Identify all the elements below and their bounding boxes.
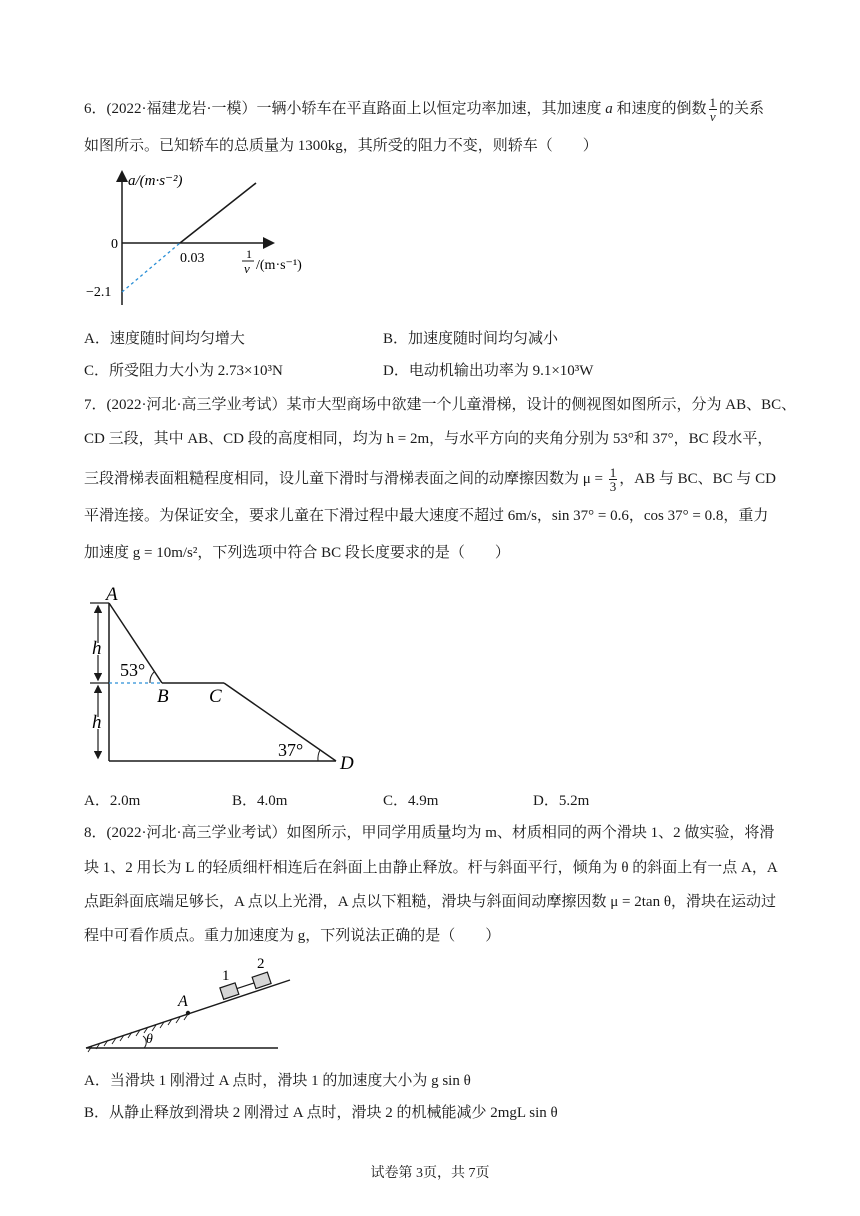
q7-stem-line3: [84, 466, 776, 493]
q8-stem-line3: 点距斜面底端足够长，A 点以上光滑，A 点以下粗糙，滑块与斜面间动摩擦因数 μ = 2tan θ，滑块在运动过: [84, 894, 777, 910]
q6-option-a[interactable]: A．速度随时间均匀增大: [84, 331, 245, 347]
q6-y-axis-label: a/(m·s⁻²): [128, 173, 183, 189]
q7-label-c: C: [209, 686, 222, 707]
q7-label-a: A: [106, 584, 118, 605]
q6-x-intercept-label: 0.03: [180, 251, 205, 266]
q6-y-intercept-label: −2.1: [86, 285, 112, 300]
q7-stem-line2: CD 三段，其中 AB、CD 段的高度相同，均为 h = 2m，与水平方向的夹角分别为 53°和 37°，BC 段水平，: [84, 431, 773, 447]
q7-label-h2: h: [92, 712, 102, 733]
q7-option-b[interactable]: B．4.0m: [232, 793, 288, 809]
q6-stem-text-c: 的关系: [719, 100, 765, 117]
q6-graph: [84, 165, 344, 315]
q8-label-a: A: [178, 993, 188, 1010]
q8-option-a[interactable]: A．当滑块 1 刚滑过 A 点时，滑块 1 的加速度大小为 g sin θ: [84, 1073, 471, 1089]
q8-stem-line4: 程中可看作质点。重力加速度为 g，下列说法正确的是（ ）: [84, 928, 501, 944]
q6-frac-num: 1: [709, 95, 717, 110]
q7-stem-line5: 加速度 g = 10m/s²，下列选项中符合 BC 段长度要求的是（ ）: [84, 545, 510, 561]
q6-stem-line2: 如图所示。已知轿车的总质量为 1300kg，其所受的阻力不变，则轿车（ ）: [84, 138, 598, 154]
q7-label-b: B: [157, 686, 169, 707]
q6-reciprocal-fraction: [709, 96, 718, 123]
q8-stem-line1: 8．(2022·河北·高三学业考试）如图所示，甲同学用质量均为 m、材质相同的两个滑块 1、2 做实验，将滑: [84, 825, 775, 841]
q8-label-1: 1: [222, 968, 230, 984]
q7-mu-num: 1: [609, 465, 617, 480]
q6-option-b[interactable]: B．加速度随时间均匀减小: [383, 331, 559, 347]
q7-angle-arc-53: [150, 672, 154, 683]
q7-angle-37-label: 37°: [278, 740, 304, 760]
page-footer: 试卷第 3页，共 7页: [370, 1166, 490, 1181]
q7-option-d[interactable]: D．5.2m: [533, 793, 590, 809]
q6-x-frac-den: v: [244, 261, 250, 276]
q8-point-a-dot: [186, 1011, 190, 1015]
q8-label-2: 2: [257, 956, 265, 972]
q7-angle-53-label: 53°: [120, 660, 146, 680]
q7-stem-text-a: 三段滑梯表面粗糙程度相同，设儿童下滑时与滑梯表面之间的动摩擦因数为 μ =: [84, 470, 607, 487]
q6-origin-label: 0: [111, 237, 118, 252]
q6-option-c[interactable]: C．所受阻力大小为 2.73×10³N: [84, 363, 283, 379]
q6-var-a: a: [605, 100, 613, 117]
q8-block-1: [220, 983, 239, 999]
q7-stem-line4: 平滑连接。为保证安全，要求儿童在下滑过程中最大速度不超过 6m/s，sin 37° = 0.6，cos 37° = 0.8，重力: [84, 508, 769, 524]
q7-option-a[interactable]: A．2.0m: [84, 793, 141, 809]
q7-angle-arc-37: [318, 750, 320, 761]
q6-dashed-extension: [122, 243, 180, 292]
q7-mu-fraction: [609, 466, 618, 493]
q6-stem-line1: [84, 96, 764, 123]
q6-option-d[interactable]: D．电动机输出功率为 9.1×10³W: [383, 363, 594, 379]
q7-stem-text-b: ，AB 与 BC、BC 与 CD: [619, 470, 776, 487]
q6-stem-text-a: 6．(2022·福建龙岩·一模）一辆小轿车在平直路面上以恒定功率加速，其加速度: [84, 100, 606, 117]
q8-label-theta: θ: [146, 1032, 153, 1047]
q6-frac-den: v: [709, 109, 716, 124]
q7-slide-figure: [84, 583, 374, 778]
q8-block-2: [252, 972, 271, 988]
q7-option-c[interactable]: C．4.9m: [383, 793, 439, 809]
q7-stem-line1: 7．(2022·河北·高三学业考试）某市大型商场中欲建一个儿童滑梯，设计的侧视图如图所示，分为 AB、BC、: [84, 397, 797, 413]
q8-option-b[interactable]: B．从静止释放到滑块 2 刚滑过 A 点时，滑块 2 的机械能减少 2mgL sin θ: [84, 1105, 558, 1121]
q6-x-axis-label: /(m·s⁻¹): [256, 258, 302, 273]
q7-label-d: D: [340, 753, 354, 774]
q8-stem-line2: 块 1、2 用长为 L 的轻质细杆相连后在斜面上由静止释放。杆与斜面平行，倾角为 θ 的斜面上有一点 A，A: [84, 860, 778, 876]
q7-mu-den: 3: [609, 479, 617, 494]
q8-connecting-rod: [237, 983, 254, 989]
q6-stem-text-b: 和速度的倒数: [612, 100, 707, 117]
q6-graph-line: [180, 183, 256, 243]
q8-incline-figure: [84, 950, 304, 1060]
q7-label-h1: h: [92, 638, 102, 659]
q6-x-frac-num: 1: [246, 247, 252, 261]
